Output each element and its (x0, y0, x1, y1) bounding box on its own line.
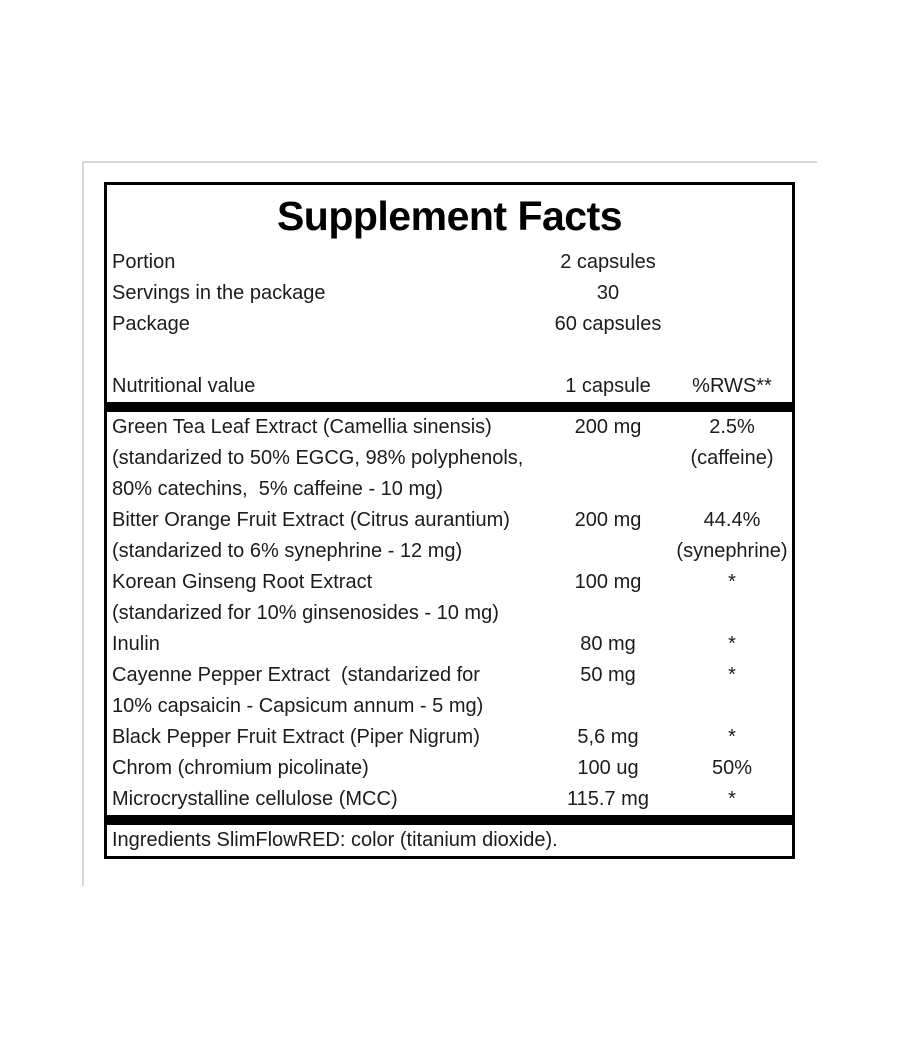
ingredient-amount: 50 mg (580, 664, 636, 686)
ingredient-rws: 50% (711, 757, 753, 779)
ingredient-row (107, 784, 792, 815)
ingredient-rws: * (728, 571, 736, 593)
ingredient-amount: 80 mg (580, 633, 636, 655)
ingredients-footer: Ingredients SlimFlowRED: color (titanium dioxide). (112, 829, 558, 851)
ingredient-name: 80% catechins, 5% caffeine - 10 mg) (112, 478, 443, 500)
column-header-rws: %RWS** (692, 375, 772, 397)
meta-label: Servings in the package (112, 282, 326, 304)
ingredient-name: Korean Ginseng Root Extract (112, 571, 373, 593)
ingredient-rws: * (728, 633, 736, 655)
ingredient-row (107, 536, 792, 567)
ingredient-amount: 5,6 mg (577, 726, 639, 748)
ingredient-name: 10% capsaicin - Capsicum annum - 5 mg) (112, 695, 484, 717)
ingredient-name: (standarized for 10% ginsenosides - 10 mg) (112, 602, 499, 624)
meta-label: Portion (112, 251, 176, 273)
ingredient-name: Bitter Orange Fruit Extract (Citrus aurantium) (112, 509, 510, 531)
ingredient-rws: 2.5% (709, 416, 755, 438)
ingredient-name: (standarized to 50% EGCG, 98% polyphenols, (112, 447, 524, 469)
column-header-amount: 1 capsule (565, 375, 651, 397)
page-guide-line-top (82, 161, 817, 163)
meta-row-package (107, 309, 792, 340)
ingredient-name: Black Pepper Fruit Extract (Piper Nigrum) (112, 726, 480, 748)
ingredient-name: Inulin (112, 633, 160, 655)
ingredient-rws: * (728, 664, 736, 686)
ingredient-rws: * (728, 726, 736, 748)
ingredient-row (107, 505, 792, 536)
meta-value: 60 capsules (554, 313, 662, 335)
divider-bar-bottom (107, 815, 792, 825)
ingredient-rws: 44.4% (703, 509, 761, 531)
ingredient-rws: (caffeine) (690, 447, 774, 469)
ingredient-amount: 115.7 mg (567, 788, 649, 810)
ingredient-rws: (synephrine) (676, 540, 788, 562)
ingredient-name: Chrom (chromium picolinate) (112, 757, 369, 779)
ingredient-amount: 100 ug (577, 757, 639, 779)
panel-title: Supplement Facts (276, 192, 623, 239)
ingredient-name: (standarized to 6% synephrine - 12 mg) (112, 540, 463, 562)
ingredient-name: Microcrystalline cellulose (MCC) (112, 788, 398, 810)
ingredient-row (107, 753, 792, 784)
ingredient-row (107, 443, 792, 474)
ingredient-row (107, 629, 792, 660)
ingredient-amount: 200 mg (574, 509, 642, 531)
ingredient-name: Cayenne Pepper Extract (standarized for (112, 664, 480, 686)
ingredient-row (107, 598, 792, 629)
meta-row-portion (107, 247, 792, 278)
column-header-name: Nutritional value (112, 375, 256, 397)
ingredient-amount: 200 mg (574, 416, 642, 438)
blank-row (107, 340, 792, 371)
ingredient-name: Green Tea Leaf Extract (Camellia sinensis) (112, 416, 492, 438)
ingredient-row (107, 567, 792, 598)
page-guide-line-left (82, 161, 84, 886)
meta-value: 30 (596, 282, 620, 304)
supplement-facts-panel (104, 182, 795, 859)
ingredient-row (107, 412, 792, 443)
meta-value: 2 capsules (560, 251, 656, 273)
ingredient-row (107, 660, 792, 691)
column-header-row (107, 371, 792, 402)
meta-label: Package (112, 313, 190, 335)
ingredient-rws: * (728, 788, 736, 810)
ingredient-row (107, 722, 792, 753)
ingredient-row (107, 691, 792, 722)
ingredient-row (107, 474, 792, 505)
meta-row-servings (107, 278, 792, 309)
ingredient-amount: 100 mg (574, 571, 642, 593)
divider-bar-top (107, 402, 792, 412)
